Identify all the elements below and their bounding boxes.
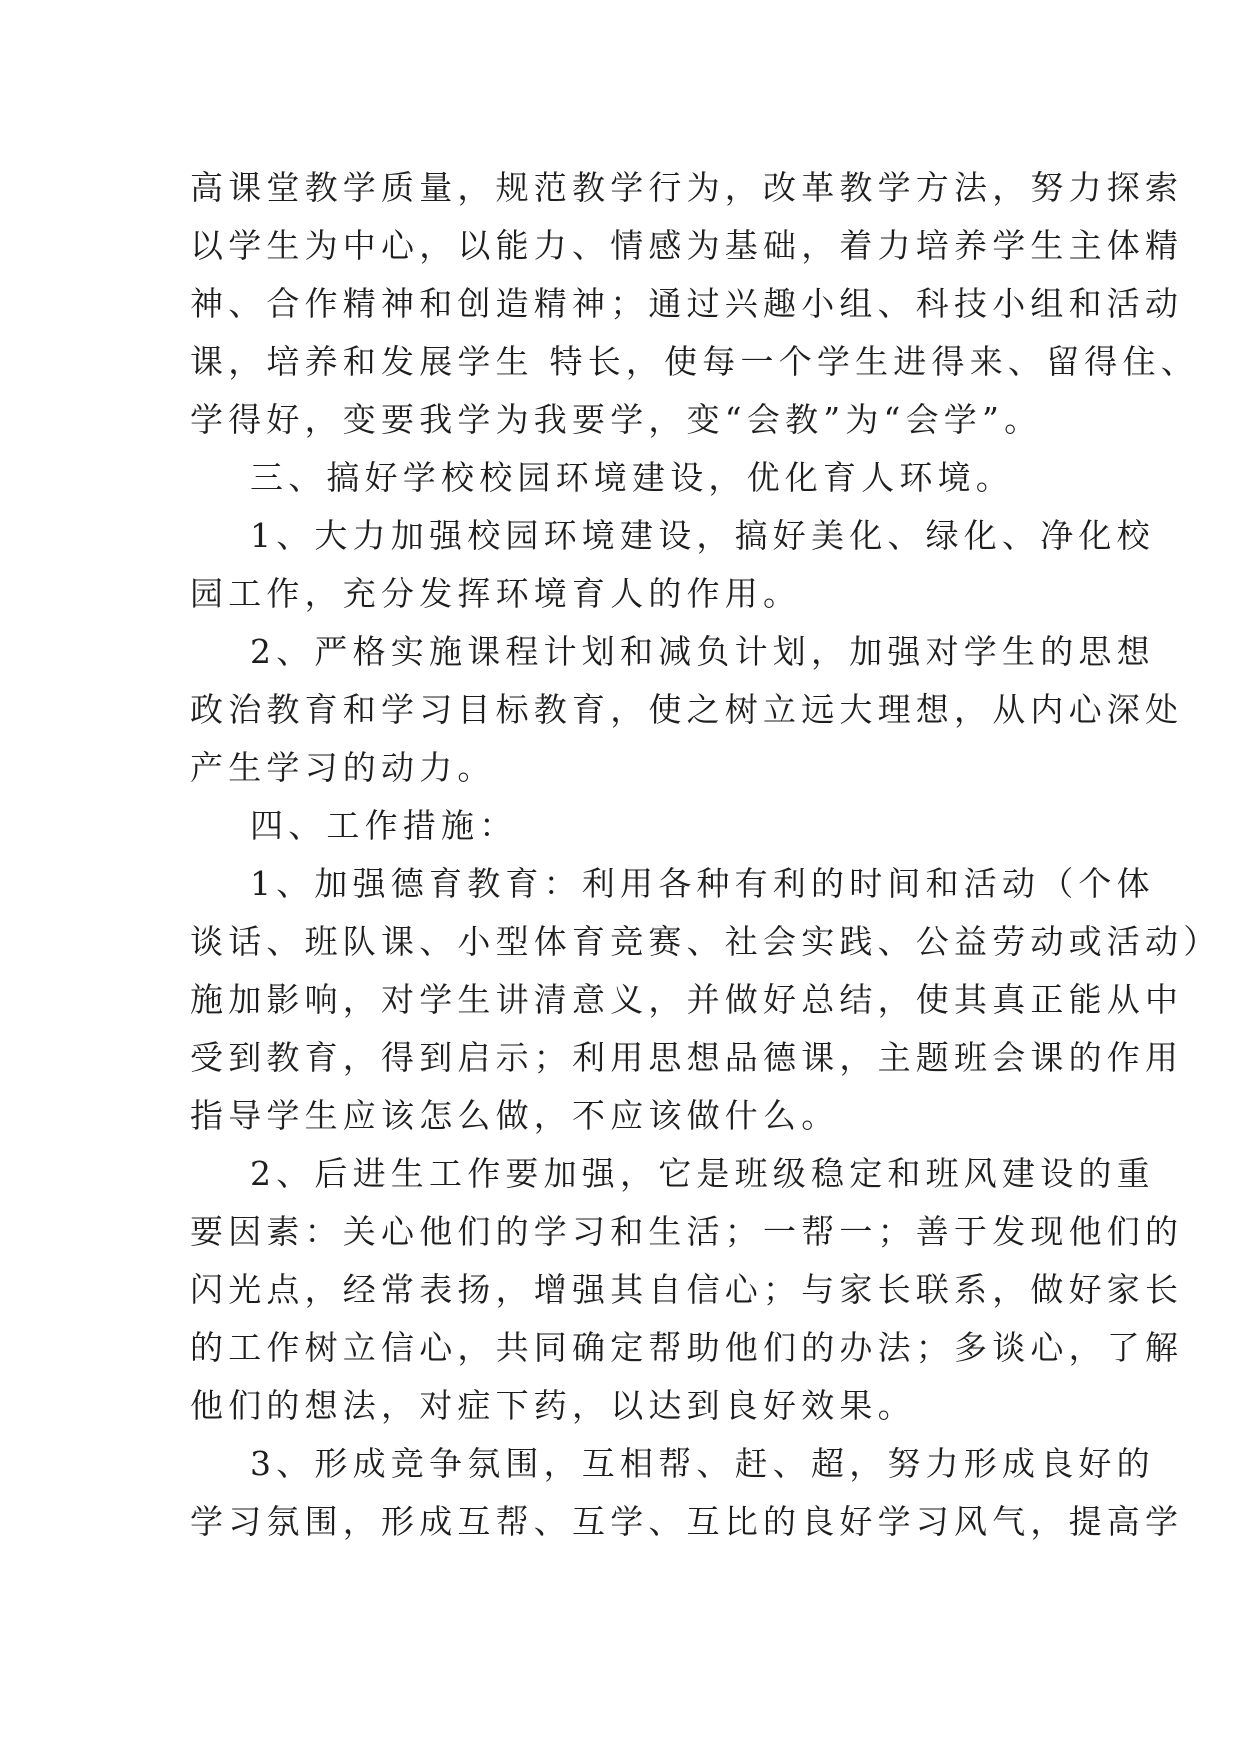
text-line: 3、形成竞争氛围，互相帮、赶、超，努力形成良好的 (250, 1444, 1155, 1483)
text-line: 的工作树立信心，共同确定帮助他们的办法；多谈心，了解 (190, 1328, 1184, 1367)
text-line: 要因素：关心他们的学习和生活；一帮一；善于发现他们的 (190, 1212, 1184, 1251)
text-line: 课，培养和发展学生 特长，使每一个学生进得来、留得住、 (190, 342, 1199, 381)
text-line: 神、合作精神和创造精神；通过兴趣小组、科技小组和活动 (190, 284, 1184, 323)
section-heading: 四、工作措施： (250, 806, 518, 845)
text-line: 他们的想法，对症下药，以达到良好效果。 (190, 1386, 916, 1425)
text-line: 受到教育，得到启示；利用思想品德课，主题班会课的作用 (190, 1038, 1184, 1077)
text-line: 以学生为中心，以能力、情感为基础，着力培养学生主体精 (190, 226, 1184, 265)
text-line: 产生学习的动力。 (190, 748, 496, 787)
text-line: 学习氛围，形成互帮、互学、互比的良好学习风气，提高学 (190, 1502, 1184, 1541)
text-line: 1、大力加强校园环境建设，搞好美化、绿化、净化校 (250, 516, 1155, 555)
text-line: 2、后进生工作要加强，它是班级稳定和班风建设的重 (250, 1154, 1155, 1193)
text-line: 闪光点，经常表扬，增强其自信心；与家长联系，做好家长 (190, 1270, 1184, 1309)
text-line: 园工作，充分发挥环境育人的作用。 (190, 574, 802, 613)
text-line: 谈话、班队课、小型体育竞赛、社会实践、公益劳动或活动） (190, 922, 1222, 961)
text-line: 2、严格实施课程计划和减负计划，加强对学生的思想 (250, 632, 1155, 671)
section-heading: 三、搞好学校校园环境建设，优化育人环境。 (250, 458, 1014, 497)
text-line: 1、加强德育教育：利用各种有利的时间和活动（个体 (250, 864, 1155, 903)
text-line: 指导学生应该怎么做，不应该做什么。 (190, 1096, 840, 1135)
text-line: 高课堂教学质量，规范教学行为，改革教学方法，努力探索 (190, 168, 1184, 207)
text-line: 学得好，变要我学为我要学，变“会教”为“会学”。 (190, 400, 1043, 439)
text-line: 施加影响，对学生讲清意义，并做好总结，使其真正能从中 (190, 980, 1184, 1019)
text-line: 政治教育和学习目标教育，使之树立远大理想，从内心深处 (190, 690, 1184, 729)
